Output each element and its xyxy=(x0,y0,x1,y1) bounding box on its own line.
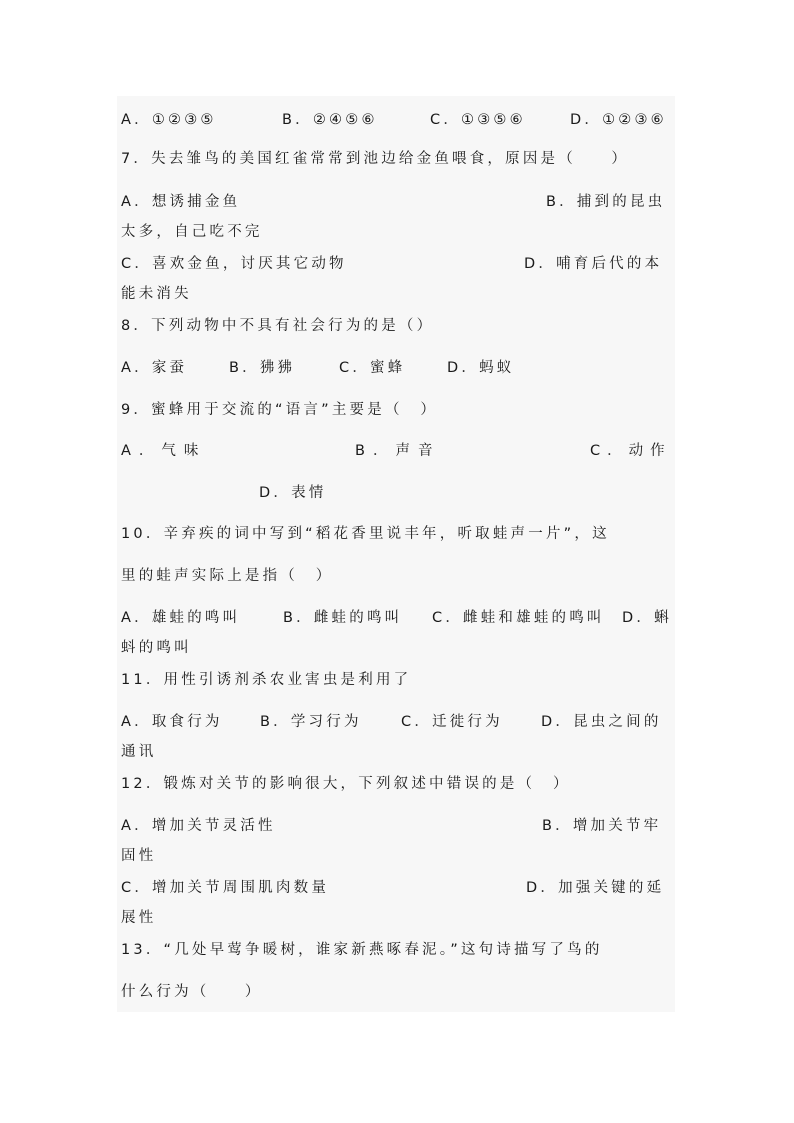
q7-option-a: A．想诱捕金鱼 xyxy=(121,194,241,210)
q13-stem-line1: 13．“几处早莺争暖树，谁家新燕啄春泥。”这句诗描写了鸟的 xyxy=(121,942,603,958)
q11-option-d-cont: 通讯 xyxy=(121,744,157,760)
q9-option-c: C．动作 xyxy=(590,443,672,459)
q8-stem: 8．下列动物中不具有社会行为的是（） xyxy=(121,318,435,334)
q8-option-b: B．狒狒 xyxy=(229,360,296,376)
q6-option-a: A．①②③⑤ xyxy=(121,112,217,128)
q10-option-d-cont: 蚪的鸣叫 xyxy=(121,640,192,656)
q7-option-b: B．捕到的昆虫 xyxy=(546,194,666,210)
q12-option-d: D．加强关键的延 xyxy=(526,880,665,896)
q10-stem-line1: 10．辛弃疾的词中写到“稻花香里说丰年，听取蛙声一片”，这 xyxy=(121,526,610,542)
q10-option-d: D．蝌 xyxy=(622,610,672,626)
q10-option-a: A．雄蛙的鸣叫 xyxy=(121,610,241,626)
q12-option-a: A．增加关节灵活性 xyxy=(121,818,276,834)
q11-option-b: B．学习行为 xyxy=(260,714,362,730)
q11-option-a: A．取食行为 xyxy=(121,714,223,730)
q11-stem: 11．用性引诱剂杀农业害虫是利用了 xyxy=(121,672,412,688)
q8-option-c: C．蜜蜂 xyxy=(339,360,406,376)
q9-option-d: D．表情 xyxy=(259,485,327,501)
q11-option-d: D．昆虫之间的 xyxy=(541,714,662,730)
q7-option-d: D．哺育后代的本 xyxy=(524,256,663,272)
q12-option-b: B．增加关节牢 xyxy=(542,818,662,834)
q11-option-c: C．迁徙行为 xyxy=(401,714,503,730)
q8-option-a: A．家蚕 xyxy=(121,360,188,376)
q6-option-c: C．①③⑤⑥ xyxy=(430,112,526,128)
q9-option-a: A．气味 xyxy=(121,443,207,459)
q10-stem-line2: 里的蛙声实际上是指（ ） xyxy=(121,568,334,584)
q7-stem: 7．失去雏鸟的美国红雀常常到池边给金鱼喂食，原因是（ ） xyxy=(121,151,630,167)
q8-option-d: D．蚂蚁 xyxy=(447,360,515,376)
q10-option-c: C．雌蛙和雄蛙的鸣叫 xyxy=(432,610,605,626)
q12-stem: 12．锻炼对关节的影响很大，下列叙述中错误的是（ ） xyxy=(121,776,571,792)
q7-option-c: C．喜欢金鱼，讨厌其它动物 xyxy=(121,256,347,272)
q12-option-d-cont: 展性 xyxy=(121,910,157,926)
q7-option-b-cont: 太多，自己吃不完 xyxy=(121,224,263,240)
q6-option-d: D．①②③⑥ xyxy=(570,112,667,128)
q12-option-c: C．增加关节周围肌肉数量 xyxy=(121,880,330,896)
q12-option-b-cont: 固性 xyxy=(121,848,157,864)
q6-option-b: B．②④⑤⑥ xyxy=(282,112,378,128)
q10-option-b: B．雌蛙的鸣叫 xyxy=(283,610,403,626)
q9-option-b: B．声音 xyxy=(355,443,441,459)
q9-stem: 9．蜜蜂用于交流的“语言”主要是（ ） xyxy=(121,402,439,418)
q13-stem-line2: 什么行为（ ） xyxy=(121,984,263,1000)
q7-option-d-cont: 能未消失 xyxy=(121,286,192,302)
